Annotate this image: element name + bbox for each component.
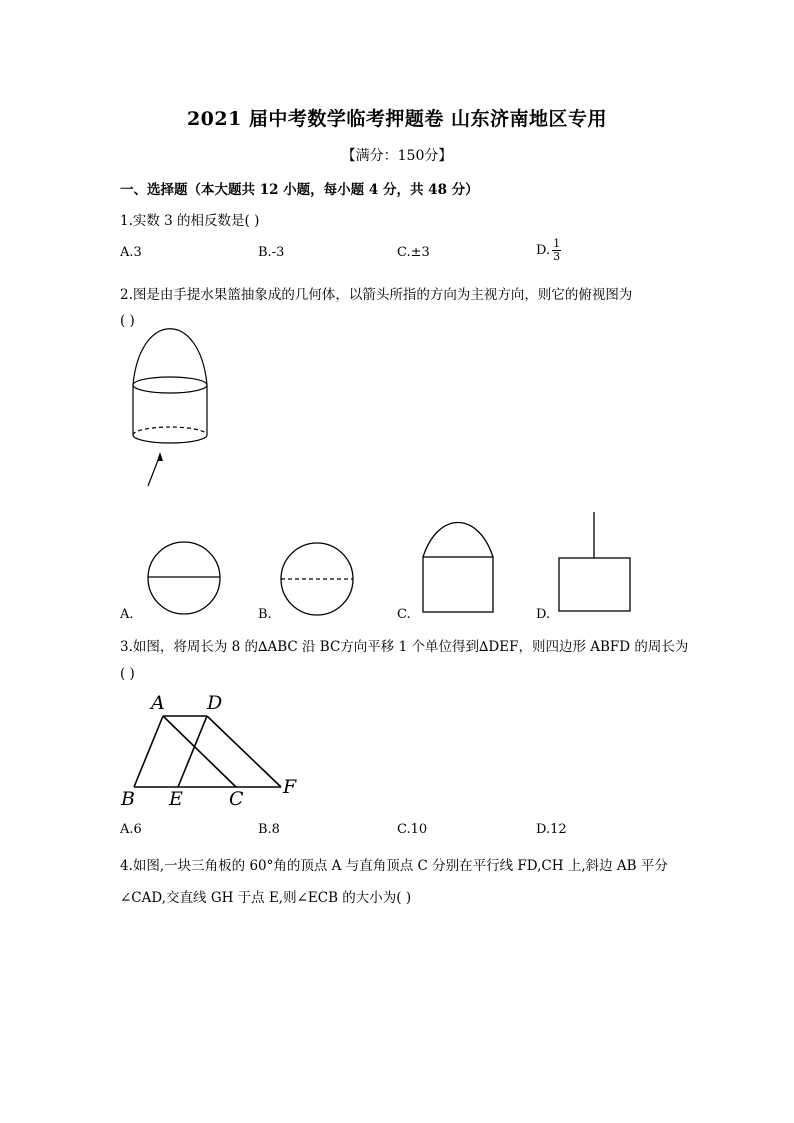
q3-option-c: C.10	[397, 822, 428, 837]
q3-option-d: D.12	[536, 822, 567, 837]
q2-option-a: A.	[120, 607, 134, 622]
full-score: 【满分：150分】	[341, 148, 453, 164]
q3-option-a: A.6	[120, 822, 142, 837]
fraction-numerator: 1	[553, 237, 561, 250]
label-e: E	[169, 788, 183, 810]
label-f: F	[283, 776, 297, 798]
section-heading: 一、选择题（本大题共 12 小题，每小题 4 分，共 48 分）	[120, 182, 479, 198]
fraction-denominator: 3	[553, 250, 561, 263]
q1-option-b: B.-3	[258, 245, 285, 260]
q1-stem: 1.实数 3 的相反数是( )	[120, 213, 260, 229]
q4-stem-line2: ∠CAD,交直线 GH 于点 E,则∠ECB 的大小为( )	[120, 890, 412, 906]
q2-stem-line1: 2.图是由手提水果篮抽象成的几何体，以箭头所指的方向为主视方向，则它的俯视图为	[120, 287, 633, 303]
q2-option-c: C.	[397, 607, 411, 622]
q1-option-c: C.±3	[397, 245, 430, 260]
page-title: 2021 届中考数学临考押题卷 山东济南地区专用	[186, 108, 608, 130]
q3-stem-line1: 3.如图，将周长为 8 的∆ABC 沿 BC方向平移 1 个单位得到∆DEF，则四边形 ABFD 的周长为	[120, 639, 689, 655]
q1-option-a: A.3	[120, 245, 142, 260]
label-d: D	[207, 692, 223, 714]
q1-option-d-label: D.	[536, 243, 551, 258]
q2-option-b: B.	[258, 607, 272, 622]
q2-stem-line2: ( )	[120, 313, 135, 329]
label-a: A	[151, 692, 165, 714]
q3-option-b: B.8	[258, 822, 280, 837]
q3-stem-line2: ( )	[120, 666, 135, 682]
label-b: B	[121, 788, 135, 810]
q4-stem-line1: 4.如图,一块三角板的 60°角的顶点 A 与直角顶点 C 分别在平行线 FD,CH 上,斜边 AB 平分	[120, 858, 668, 874]
q2-option-d: D.	[536, 607, 551, 622]
label-c: C	[229, 788, 244, 810]
